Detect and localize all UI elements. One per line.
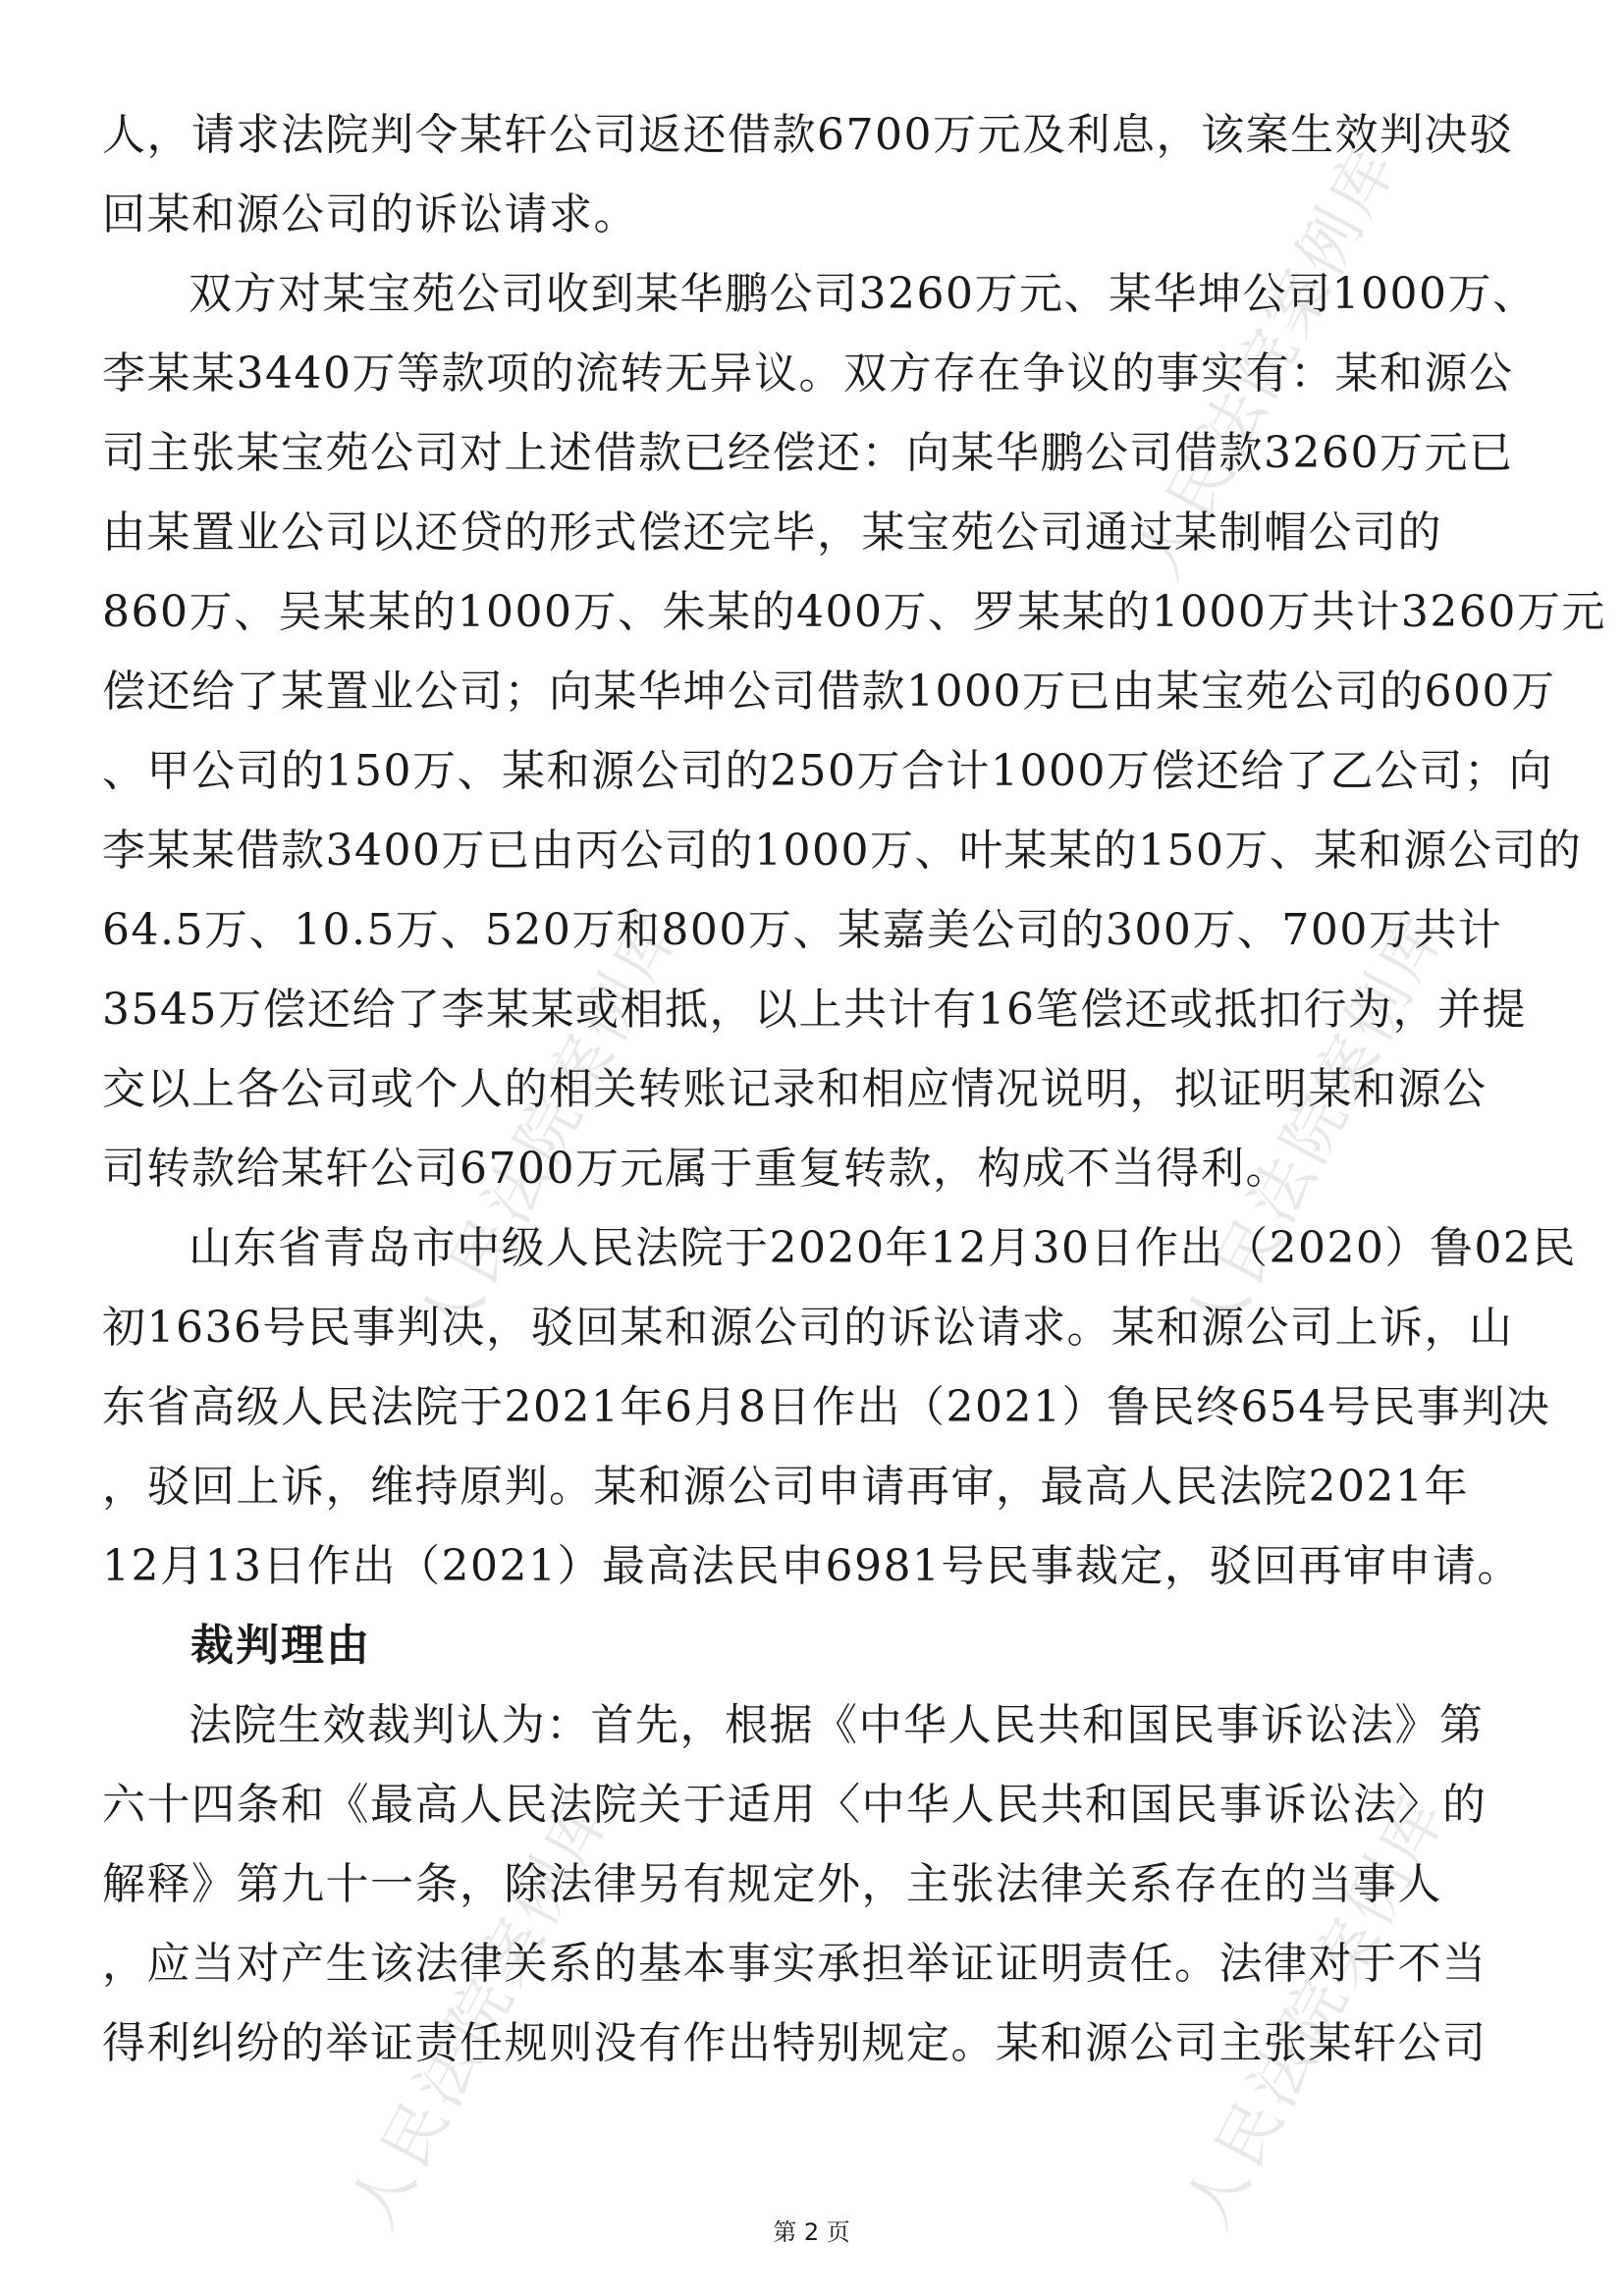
section-heading: 裁判理由 <box>190 1621 371 1671</box>
text-line: ，驳回上诉，维持原判。某和源公司申请再审，最高人民法院2021年 <box>102 1462 1469 1512</box>
text-line: 860万、吴某某的1000万、朱某的400万、罗某某的1000万共计3260万元 <box>102 587 1606 637</box>
text-line: 解释》第九十一条，除法律另有规定外，主张法律关系存在的当事人 <box>102 1859 1442 1909</box>
paragraph-start-line: 法院生效裁判认为：首先，根据《中华人民共和国民事诉讼法》第 <box>189 1700 1485 1750</box>
text-line: 李某某3440万等款项的流转无异议。双方存在争议的事实有：某和源公 <box>102 348 1514 399</box>
text-line: 东省高级人民法院于2021年6月8日作出（2021）鲁民终654号民事判决 <box>102 1382 1551 1432</box>
text-line: 、甲公司的150万、某和源公司的250万合计1000万偿还给了乙公司；向 <box>102 746 1553 796</box>
text-line: 李某某借款3400万已由丙公司的1000万、叶某某的150万、某和源公司的 <box>102 826 1583 876</box>
text-line: 司主张某宝苑公司对上述借款已经偿还：向某华鹏公司借款3260万元已 <box>102 428 1514 478</box>
text-line: 64.5万、10.5万、520万和800万、某嘉美公司的300万、700万共计 <box>102 905 1503 955</box>
watermark-bottom-right: 人民法院案例库 <box>1171 1781 1462 2240</box>
page-number: 第 2 页 <box>773 2218 850 2246</box>
watermark-middle-left: 人民法院案例库 <box>406 897 696 1357</box>
text-line: 3545万偿还给了李某某或相抵，以上共计有16笔偿还或抵扣行为，并提 <box>102 985 1527 1035</box>
text-line: 人，请求法院判令某轩公司返还借款6700万元及利息，该案生效判决驳 <box>102 110 1514 160</box>
text-line: 12月13日作出（2021）最高法民申6981号民事裁定，驳回再审申请。 <box>102 1541 1522 1591</box>
watermark-middle-right: 人民法院案例库 <box>1171 897 1462 1357</box>
text-line: 司转款给某轩公司6700万元属于重复转款，构成不当得利。 <box>102 1144 1290 1194</box>
text-line: 初1636号民事判决，驳回某和源公司的诉讼请求。某和源公司上诉，山 <box>102 1303 1514 1353</box>
text-line: 六十四条和《最高人民法院关于适用〈中华人民共和国民事诉讼法〉的 <box>102 1780 1488 1830</box>
text-line: 交以上各公司或个人的相关转账记录和相应情况说明，拟证明某和源公 <box>102 1064 1488 1114</box>
text-line: 偿还给了某置业公司；向某华坤公司借款1000万已由某宝苑公司的600万 <box>102 667 1556 717</box>
text-line: 得利纠纷的举证责任规则没有作出特别规定。某和源公司主张某轩公司 <box>102 2018 1488 2068</box>
paragraph-start-line: 山东省青岛市中级人民法院于2020年12月30日作出（2020）鲁02民 <box>189 1223 1577 1273</box>
text-line: ，应当对产生该法律关系的基本事实承担举证证明责任。法律对于不当 <box>102 1939 1488 1989</box>
watermark-top-right: 人民法院案例库 <box>1122 132 1413 591</box>
watermark-bottom-left: 人民法院案例库 <box>337 1781 627 2240</box>
text-line: 由某置业公司以还贷的形式偿还完毕，某宝苑公司通过某制帽公司的 <box>102 507 1442 558</box>
paragraph-start-line: 双方对某宝苑公司收到某华鹏公司3260万元、某华坤公司1000万、 <box>189 269 1538 319</box>
text-line: 回某和源公司的诉讼请求。 <box>102 189 638 240</box>
